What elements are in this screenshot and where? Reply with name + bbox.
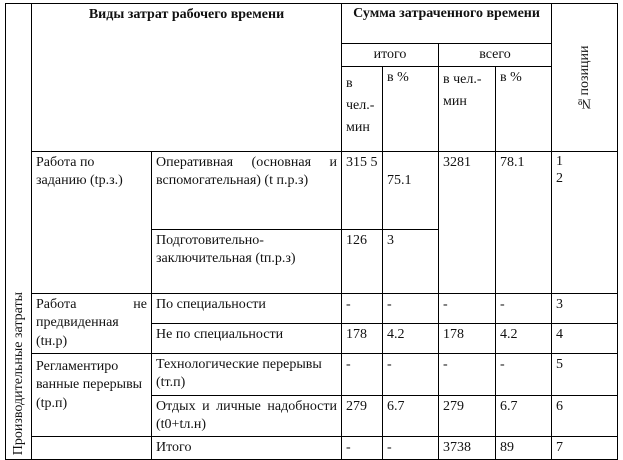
not-spec-min: 178 xyxy=(342,324,383,354)
tech-label: Технологические перерывы (tт.п) xyxy=(152,354,342,395)
by-spec-pct: - xyxy=(383,294,439,324)
sum-header: Сумма затраченного времени xyxy=(342,4,552,44)
by-spec-min: - xyxy=(342,294,383,324)
pct-vsego-header: в % xyxy=(496,67,552,152)
regulated-label: Регламентиро ванные перерывы (tр.п) xyxy=(32,354,152,437)
tech-pct: - xyxy=(383,354,439,395)
rest-min: 279 xyxy=(342,395,383,436)
unforeseen-label: Работа не предвиденная (tн.р) xyxy=(32,294,152,354)
tech-pos: 5 xyxy=(552,354,618,395)
pct-itogo-header: в % xyxy=(383,67,439,152)
itogo-pct: - xyxy=(383,436,439,459)
operative-min: 315 5 xyxy=(342,152,383,230)
itogo-total-pct: 89 xyxy=(496,436,552,459)
prep-pct: 3 xyxy=(383,230,439,294)
by-spec-total-min: - xyxy=(439,294,496,324)
by-spec-pos: 3 xyxy=(552,294,618,324)
side-label: Производительные затраты xyxy=(10,291,26,456)
itogo-label: Итого xyxy=(152,436,342,459)
tech-total-min: - xyxy=(439,354,496,395)
by-spec-total-pct: - xyxy=(496,294,552,324)
position-header-cell xyxy=(552,4,618,152)
not-spec-pct: 4.2 xyxy=(383,324,439,354)
work-task-total-min: 3281 xyxy=(439,152,496,294)
rest-total-pct: 6.7 xyxy=(496,395,552,436)
not-spec-total-min: 178 xyxy=(439,324,496,354)
rest-pct: 6.7 xyxy=(383,395,439,436)
not-spec-pos: 4 xyxy=(552,324,618,354)
work-task-total-pct: 78.1 xyxy=(496,152,552,294)
itogo-total-min: 3738 xyxy=(439,436,496,459)
prep-label: Подготовительно-заключительная (tп.р.з) xyxy=(152,230,342,294)
vsego-header: всего xyxy=(439,44,552,67)
time-expenditure-table xyxy=(5,3,618,460)
by-spec-label: По специальности xyxy=(152,294,342,324)
min-vsego-header: в чел.- мин xyxy=(439,67,496,152)
itogo-min: - xyxy=(342,436,383,459)
itogo-pos: 7 xyxy=(552,436,618,459)
types-header: Виды затрат рабочего времени xyxy=(32,4,342,152)
not-spec-label: Не по специальности xyxy=(152,324,342,354)
work-task-label: Работа по заданию (tр.з.) xyxy=(32,152,152,294)
tech-total-pct: - xyxy=(496,354,552,395)
work-task-positions: 1 2 xyxy=(552,152,618,294)
min-itogo-header: в чел.- мин xyxy=(342,67,383,152)
not-spec-total-pct: 4.2 xyxy=(496,324,552,354)
itogo-blank-cell xyxy=(32,436,152,459)
rest-label: Отдых и личные надобности (t0+tл.н) xyxy=(152,395,342,436)
itogo-header: итого xyxy=(342,44,439,67)
operative-label: Оперативная (основная и вспомогательная) (t п.р.з) xyxy=(152,152,342,230)
tech-min: - xyxy=(342,354,383,395)
rest-total-min: 279 xyxy=(439,395,496,436)
prep-min: 126 xyxy=(342,230,383,294)
side-label-cell xyxy=(6,4,32,460)
operative-pct: 75.1 xyxy=(383,152,439,230)
rest-pos: 6 xyxy=(552,395,618,436)
position-header: №позиции xyxy=(576,45,592,111)
